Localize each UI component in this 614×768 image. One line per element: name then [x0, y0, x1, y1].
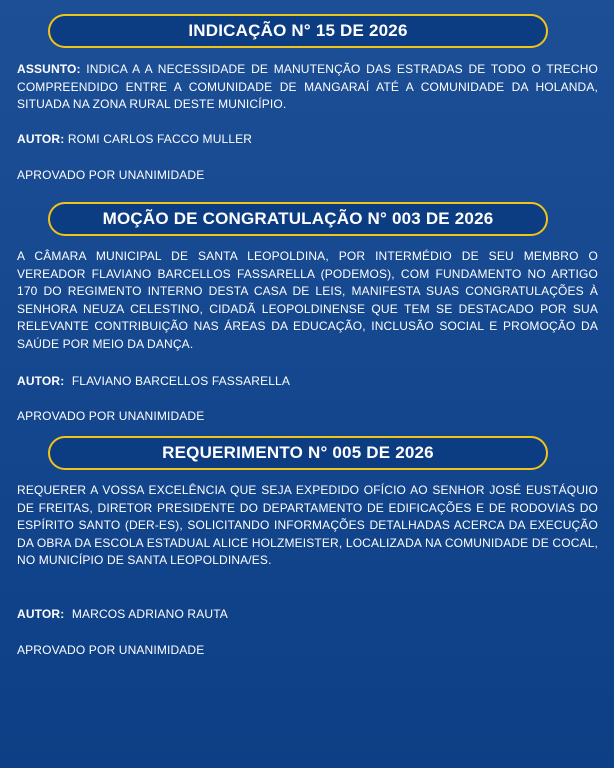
author-label: AUTOR: — [17, 374, 65, 388]
status-requerimento: APROVADO POR UNANIMIDADE — [17, 643, 205, 657]
section-title-text: REQUERIMENTO N° 005 DE 2026 — [162, 443, 434, 462]
section-body-mocao: A CÂMARA MUNICIPAL DE SANTA LEOPOLDINA, POR INTERMÉDIO DE SEU MEMBRO O VEREADOR FLAVIANO BARCELLOS FASSARELLA (PODEMOS), COM FUNDAMENTO NO ARTIGO 170 DO REGIMENTO INTERNO DESTA CASA DE LEIS, MANIFESTA SUAS CONGRATULAÇÕES À SENHORA NEUZA CELESTINO, CIDADÃ LEOPOLDINENSE QUE TEM SE DESTACADO POR SUA RELEVANTE CONTRIBUIÇÃO NAS ÁREAS DA EDUCAÇÃO, INCLUSÃO SOCIAL E PROMOÇÃO DA SAÚDE POR MEIO DA DANÇA. — [17, 249, 598, 351]
author-name: MARCOS ADRIANO RAUTA — [71, 607, 228, 621]
section-title-text: MOÇÃO DE CONGRATULAÇÃO N° 003 DE 2026 — [102, 209, 494, 228]
section-title-text: INDICAÇÃO N° 15 DE 2026 — [188, 21, 408, 40]
status-mocao: APROVADO POR UNANIMIDADE — [17, 409, 205, 423]
section-body-indicacao — [17, 61, 598, 114]
author-label: AUTOR: — [17, 132, 65, 146]
subject-text: INDICA A A NECESSIDADE DE MANUTENÇÃO DAS ESTRADAS DE TODO O TRECHO COMPREENDIDO ENTRE A COMUNIDADE DE MANGARAÍ ATÉ A COMUNIDADE DA HOLANDA, SITUADA NA ZONA RURAL DESTE MUNICÍPIO. — [17, 62, 598, 112]
section-title-requerimento — [48, 436, 548, 470]
author-name: FLAVIANO BARCELLOS FASSARELLA — [71, 374, 291, 388]
subject-label: ASSUNTO: — [17, 62, 81, 76]
section-title-indicacao — [48, 14, 548, 48]
author-name: ROMI CARLOS FACCO MULLER — [67, 132, 253, 146]
section-body-requerimento: REQUERER A VOSSA EXCELÊNCIA QUE SEJA EXPEDIDO OFÍCIO AO SENHOR JOSÉ EUSTÁQUIO DE FREITAS, DIRETOR PRESIDENTE DO DEPARTAMENTO DE EDIFICAÇÕES E DE RODOVIAS DO ESPÍRITO SANTO (DER-ES), SOLICITANDO INFORMAÇÕES DETALHADAS ACERCA DA EXECUÇÃO DA OBRA DA ESCOLA ESTADUAL ALICE HOLZMEISTER, LOCALIZADA NA COMUNIDADE DE COCAL, NO MUNICÍPIO DE SANTA LEOPOLDINA/ES. — [17, 483, 598, 568]
status-indicacao: APROVADO POR UNANIMIDADE — [17, 168, 205, 182]
author-line-mocao — [17, 373, 598, 390]
section-title-mocao — [48, 202, 548, 236]
author-label: AUTOR: — [17, 607, 65, 621]
author-line-requerimento — [17, 606, 598, 623]
author-line-indicacao — [17, 131, 598, 148]
